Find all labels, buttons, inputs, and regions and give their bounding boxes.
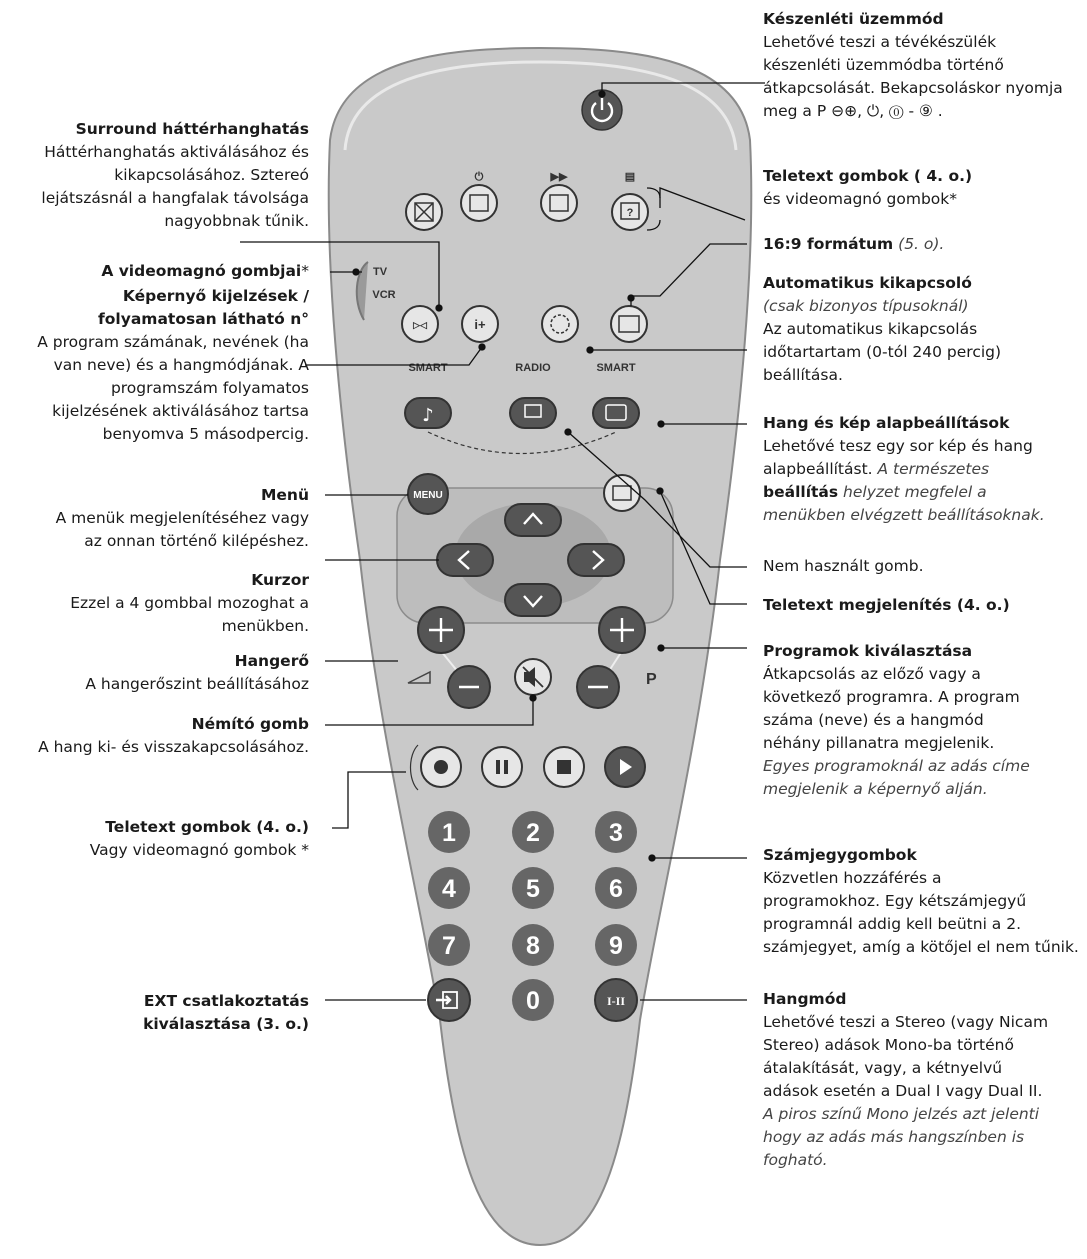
digits-text-4: számjegyet, amíg a kötőjel el nem tűnik. — [763, 938, 1079, 956]
vcr-buttons-annotation — [101, 260, 309, 283]
teletext-vcr-annotation — [90, 816, 309, 862]
menu-button-label: MENU — [413, 490, 443, 501]
digit-2-label: 2 — [526, 819, 540, 847]
digit-8-button[interactable] — [512, 924, 554, 966]
mute-button[interactable] — [515, 659, 551, 695]
surround-annotation — [41, 118, 309, 233]
timer-title: Automatikus kikapcsoló — [763, 274, 972, 292]
digit-0-label: 0 — [526, 987, 540, 1015]
osd-text-4: kijelzésének aktiválásához tartsa — [52, 402, 309, 420]
cursor-text-2: menükben. — [221, 617, 309, 635]
cursor-left-button[interactable] — [437, 544, 493, 576]
digits-annotation — [763, 844, 1079, 959]
smart-picture-button[interactable] — [593, 398, 639, 428]
standby-annotation — [763, 8, 1063, 123]
soundmode-title: Hangmód — [763, 990, 847, 1008]
svg-text:▷◁: ▷◁ — [413, 320, 427, 330]
mute-title: Némító gomb — [191, 715, 309, 733]
programs-text-3: száma (neve) és a hangmód — [763, 711, 984, 729]
mute-teletext-button[interactable] — [406, 194, 442, 230]
digit-1-label: 1 — [442, 819, 456, 847]
digit-7-button[interactable] — [428, 924, 470, 966]
digits-text-3: programnál addig kell beütni a 2. — [763, 915, 1022, 933]
programs-title: Programok kiválasztása — [763, 642, 973, 660]
menu-button[interactable] — [408, 474, 448, 514]
teletext1-text-1: és videomagnó gombok* — [763, 190, 958, 208]
teletext2-text-1: Vagy videomagnó gombok * — [89, 841, 309, 859]
cursor-up-button[interactable] — [505, 504, 561, 536]
surround-button[interactable] — [402, 306, 438, 342]
digit-6-button[interactable] — [595, 867, 637, 909]
sound-mode-label: I-II — [606, 994, 626, 1008]
soundmode-text-2: Stereo) adások Mono-ba történő — [763, 1036, 1014, 1054]
mute-text-1: A hang ki- és visszakapcsolásához. — [38, 738, 309, 756]
stop-icon — [557, 760, 571, 774]
vcr-star: * — [301, 262, 309, 280]
osd-text-3: programszám folyamatos — [110, 379, 309, 397]
record-icon — [434, 760, 448, 774]
soundmode-note-3: fogható. — [763, 1151, 828, 1169]
note-icon: ♪ — [422, 405, 434, 426]
surround-text-2: kikapcsolásához. Sztereó — [114, 166, 309, 184]
radio-button[interactable] — [510, 398, 556, 428]
osd-text-5: benyomva 5 másodpercig. — [102, 425, 309, 443]
menu-annotation — [56, 484, 309, 553]
programs-note-2: megjelenik a képernyő alján. — [763, 780, 988, 798]
teletext-annotation — [763, 165, 972, 211]
format-button[interactable] — [611, 306, 647, 342]
vcr-label: VCR — [372, 289, 396, 301]
menu-title: Menü — [260, 486, 309, 504]
smart-sound-label: SMART — [408, 362, 448, 374]
soundmode-text-3: átalakítását, vagy, a kétnyelvű — [763, 1059, 1003, 1077]
sound-picture-annotation — [763, 412, 1045, 527]
cursor-down-button[interactable] — [505, 584, 561, 616]
menu-text-2: az onnan történő kilépéshez. — [84, 532, 309, 550]
cursor-text-1: Ezzel a 4 gombbal mozoghat a — [70, 594, 309, 612]
digit-4-label: 4 — [442, 875, 456, 903]
teletext-show-title: Teletext megjelenítés (4. o.) — [763, 596, 1010, 614]
timer-text-3: beállítása. — [763, 366, 843, 384]
sound-picture-line2b: A természetes — [877, 460, 990, 478]
ext-button[interactable] — [428, 979, 470, 1021]
surround-text-3: lejátszásnál a hangfalak távolsága — [41, 189, 309, 207]
stop-button[interactable] — [544, 747, 584, 787]
digit-5-label: 5 — [526, 875, 540, 903]
vcr-title: A videomagnó gombjai — [101, 262, 302, 280]
digit-1-button[interactable] — [428, 811, 470, 853]
soundmode-note-1: A piros színű Mono jelzés azt jelenti — [763, 1105, 1040, 1123]
sound-picture-line3a: beállítás — [763, 483, 839, 501]
volume-down-button[interactable] — [448, 666, 490, 708]
standby-text-1: Lehetővé teszi a tévékészülék — [763, 33, 997, 51]
sound-picture-title: Hang és kép alapbeállítások — [763, 414, 1010, 432]
volume-title: Hangerő — [234, 652, 309, 670]
digits-title: Számjegygombok — [763, 846, 917, 864]
soundmode-note-2: hogy az adás más hangszínben is — [763, 1128, 1025, 1146]
digit-4-button[interactable] — [428, 867, 470, 909]
list-icon: ▤ — [624, 171, 636, 183]
surround-text-1: Háttérhanghatás aktiválásához és — [44, 143, 309, 161]
soundmode-text-1: Lehetővé teszi a Stereo (vagy Nicam — [763, 1013, 1049, 1031]
digit-7-label: 7 — [442, 932, 456, 960]
sound-picture-line2a: alapbeállítást. — [763, 460, 873, 478]
teletext1-title: Teletext gombok ( 4. o.) — [763, 167, 973, 185]
ext-annotation — [143, 990, 309, 1036]
svg-text:i+: i+ — [474, 317, 486, 332]
timer-annotation — [763, 272, 1001, 387]
programs-text-1: Átkapcsolás az előző vagy a — [763, 665, 981, 683]
osd-title-1: Képernyő kijelzések / — [122, 287, 309, 305]
digit-3-label: 3 — [609, 819, 623, 847]
program-up-button[interactable] — [599, 607, 645, 653]
cursor-right-button[interactable] — [568, 544, 624, 576]
surround-title: Surround háttérhanghatás — [75, 120, 309, 138]
digits-text-1: Közvetlen hozzáférés a — [763, 869, 942, 887]
digit-3-button[interactable] — [595, 811, 637, 853]
programs-note-1: Egyes programoknál az adás címe — [763, 757, 1030, 775]
timer-text-1: Az automatikus kikapcsolás — [763, 320, 978, 338]
sound-mode-button[interactable] — [595, 979, 637, 1021]
teletext2-title: Teletext gombok (4. o.) — [105, 818, 309, 836]
unused-annotation — [763, 555, 924, 578]
digit-9-label: 9 — [609, 932, 623, 960]
sleep-timer-button[interactable] — [542, 306, 578, 342]
format-annotation — [763, 233, 944, 256]
program-down-button[interactable] — [577, 666, 619, 708]
digit-0-button[interactable] — [512, 979, 554, 1021]
surround-text-4: nagyobbnak tűnik. — [164, 212, 309, 230]
standby-title: Készenléti üzemmód — [763, 10, 944, 28]
programs-text-4: néhány pillanatra megjelenik. — [763, 734, 995, 752]
cursor-title: Kurzor — [251, 571, 309, 589]
digit-8-label: 8 — [526, 932, 540, 960]
menu-text-1: A menük megjelenítéséhez vagy — [55, 509, 309, 527]
tv-label: TV — [372, 266, 388, 278]
radio-label: RADIO — [515, 362, 551, 374]
timer-note: (csak bizonyos típusoknál) — [763, 297, 969, 315]
ext-title-2: kiválasztása (3. o.) — [143, 1015, 309, 1033]
remote-body — [329, 48, 752, 1245]
format-title: 16:9 formátum — [763, 235, 894, 253]
digit-6-label: 6 — [609, 875, 623, 903]
osd-title-2: folyamatosan látható n° — [98, 310, 309, 328]
sound-picture-line4: menükben elvégzett beállításoknak. — [763, 506, 1045, 524]
timer-text-2: időtartartam (0-tól 240 percig) — [763, 343, 1002, 361]
play-button[interactable] — [605, 747, 645, 787]
teletext-show-annotation — [763, 594, 1010, 617]
volume-annotation — [85, 650, 309, 696]
sound-picture-text-1: Lehetővé tesz egy sor kép és hang — [763, 437, 1033, 455]
soundmode-text-4: adások esetén a Dual I vagy Dual II. — [763, 1082, 1043, 1100]
svg-text:?: ? — [626, 207, 634, 219]
volume-up-button[interactable] — [418, 607, 464, 653]
osd-text-1: A program számának, nevének (ha — [37, 333, 309, 351]
info-button[interactable] — [462, 306, 498, 342]
fast-forward-icon: ▶▶ — [550, 171, 568, 183]
volume-text-1: A hangerőszint beállításához — [85, 675, 309, 693]
sound-picture-line3b: helyzet megfelel a — [843, 483, 987, 501]
standby-text-4: meg a P ⊖⊕, ⏻, ⓪ - ⑨ . — [763, 102, 943, 120]
clock-icon: ⏻ — [474, 171, 484, 183]
osd-annotation — [37, 285, 309, 446]
digit-9-button[interactable] — [595, 924, 637, 966]
format-note: (5. o). — [898, 235, 945, 253]
ext-title-1: EXT csatlakoztatás — [143, 992, 309, 1010]
pause-button[interactable] — [482, 747, 522, 787]
standby-text-3: átkapcsolását. Bekapcsoláskor nyomja — [763, 79, 1063, 97]
cursor-annotation — [70, 569, 309, 638]
osd-text-2: van neve) és a hangmódjának. A — [53, 356, 309, 374]
programs-text-2: következő programra. A program — [763, 688, 1020, 706]
digit-2-button[interactable] — [512, 811, 554, 853]
mute-annotation — [38, 713, 309, 759]
soundmode-annotation — [763, 988, 1048, 1172]
digit-5-button[interactable] — [512, 867, 554, 909]
smart-sound-button[interactable] — [405, 398, 451, 428]
program-label: P — [646, 671, 657, 688]
digits-text-2: programokhoz. Egy kétszámjegyű — [763, 892, 1027, 910]
programs-annotation — [763, 640, 1030, 801]
standby-text-2: készenléti üzemmódba történő — [763, 56, 1004, 74]
unused-note: Nem használt gomb. — [763, 557, 924, 575]
smart-picture-label: SMART — [596, 362, 636, 374]
record-button[interactable] — [421, 747, 461, 787]
